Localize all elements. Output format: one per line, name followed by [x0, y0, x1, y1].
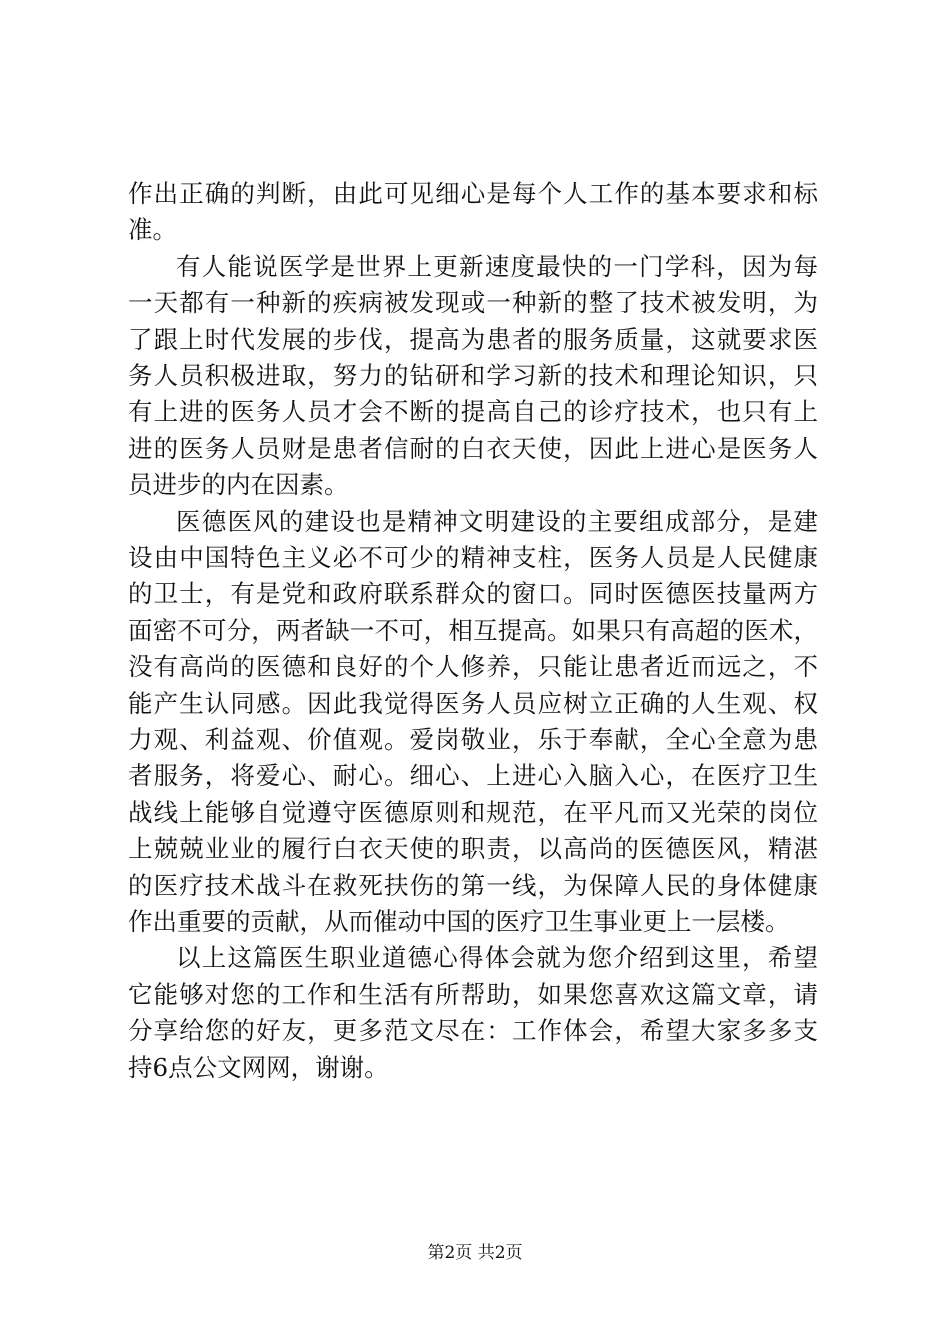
text-line: 没有高尚的医德和良好的个人修养，只能让患者近而远之，不: [128, 652, 818, 682]
text-line: 有上进的医务人员才会不断的提高自己的诊疗技术，也只有上: [128, 397, 818, 427]
text-line: 分享给您的好友，更多范文尽在：工作体会，希望大家多多支: [128, 1016, 818, 1046]
text-line: 的卫士，有是党和政府联系群众的窗口。同时医德医技量两方: [128, 579, 818, 609]
text-line: 有人能说医学是世界上更新速度最快的一门学科，因为每: [176, 251, 818, 281]
text-line: 作出重要的贡献，从而催动中国的医疗卫生事业更上一层楼。: [128, 907, 790, 936]
text-line: 务人员积极进取，努力的钻研和学习新的技术和理论知识，只: [128, 361, 818, 390]
text-line: 面密不可分，两者缺一不可，相互提高。如果只有高超的医术，: [128, 615, 818, 645]
text-line: 上兢兢业业的履行白衣天使的职责，以高尚的医德医风，精湛: [128, 834, 818, 864]
text-line: 医德医风的建设也是精神文明建设的主要组成部分，是建: [176, 506, 818, 536]
text-line: 一天都有一种新的疾病被发现或一种新的整了技术被发明，为: [128, 288, 818, 318]
text-line: 者服务，将爱心、耐心。细心、上进心入脑入心，在医疗卫生: [128, 761, 818, 791]
text-line: 持6点公文网网，谢谢。: [128, 1052, 389, 1082]
text-line: 作出正确的判断，由此可见细心是每个人工作的基本要求和标: [128, 179, 818, 208]
text-line: 的医疗技术战斗在救死扶伤的第一线，为保障人民的身体健康: [128, 870, 818, 900]
text-line: 准。: [128, 215, 177, 245]
text-line: 力观、利益观、价值观。爱岗敬业，乐于奉献，全心全意为患: [128, 725, 818, 754]
text-line: 员进步的内在因素。: [128, 470, 349, 500]
page-footer: 第2页 共2页: [427, 1243, 523, 1263]
text-line: 能产生认同感。因此我觉得医务人员应树立正确的人生观、权: [128, 688, 818, 718]
text-line: 它能够对您的工作和生活有所帮助，如果您喜欢这篇文章，请: [128, 979, 818, 1009]
text-line: 战线上能够自觉遵守医德原则和规范，在平凡而又光荣的岗位: [128, 797, 818, 827]
text-line: 以上这篇医生职业道德心得体会就为您介绍到这里，希望: [176, 943, 818, 973]
text-line: 了跟上时代发展的步伐，提高为患者的服务质量，这就要求医: [128, 324, 818, 354]
text-line: 进的医务人员财是患者信耐的白衣天使，因此上进心是医务人: [128, 433, 818, 463]
text-line: 设由中国特色主义必不可少的精神支柱，医务人员是人民健康: [128, 543, 818, 572]
